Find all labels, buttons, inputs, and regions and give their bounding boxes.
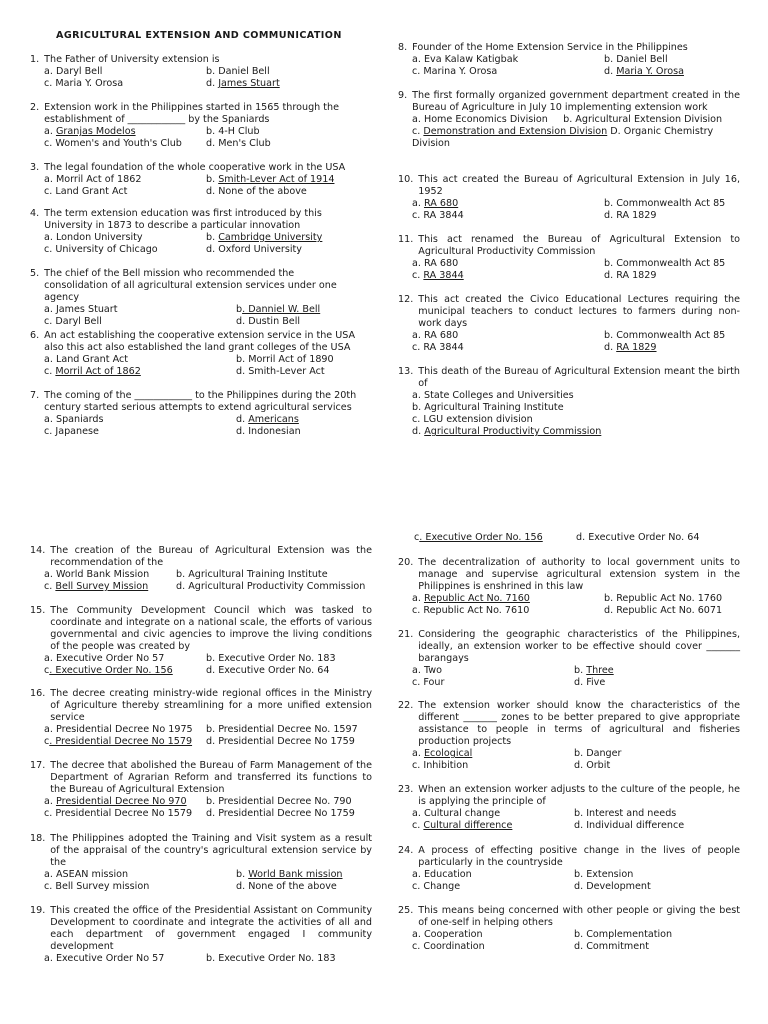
option-a: a. Executive Order No 57 [44,653,165,664]
question-2: 2. Extension work in the Philippines started in 1565 through the establishment of ____________ by the Spaniards a. Granjas Modelos b. 4-H Club c. Women's and Youth's Club d. Men's Club [30,102,360,150]
question-stem: The decree that abolished the Bureau of Farm Management of the Department of Agrarian Reform and transferred its functions to the Bureau of Agricultural Extension [50,760,372,795]
question-20: 20. The decentralization of authority to local government units to manage and supervise agricultural extension system in the Philippines is enshrined in this law a. Republic Act No. 7160 b. Republic Act No. 1760 c. Republic Act No. 7610 d. Republic Act No. 6071 [398,557,740,616]
option-d: d. RA 1829 [604,342,657,353]
option-a: a. Spaniards [44,414,104,425]
question-16: 16. The decree creating ministry-wide regional offices in the Ministry of Agriculture thereby streamlining for a more unified extension service a. Presidential Decree No 1975 b. Presidential Decree No. 1597 c. Presidential Decree No 1579 d. Presidential Decree No 1759 [30,688,372,747]
question-stem: The extension worker should know the characteristics of the different _______ zones to be better prepared to give appropriate assistance to people in terms of agricultural and fisheries production projects [418,700,740,747]
option-b: b. Daniel Bell [206,66,270,77]
question-stem: The decree creating ministry-wide regional offices in the Ministry of Agriculture thereby streamlining for a more unified extension service [50,688,372,723]
answer-underlined: Granjas Modelos [55,126,136,137]
question-stem: The decentralization of authority to local government units to manage and supervise agricultural extension system in the Philippines is enshrined in this law [418,557,740,592]
answer-underlined: . Presidential Decree No 1579 [49,736,193,747]
option-c: c. Marina Y. Orosa [412,66,498,77]
question-1: 1. The Father of University extension is a. Daryl Bell b. Daniel Bell c. Maria Y. Orosa d. James Stuart [30,54,360,90]
option-c: c. University of Chicago [44,244,158,255]
question-stem: The legal foundation of the whole cooperative work in the USA [44,162,346,173]
option-a: a. Two [412,665,442,676]
option-d: d. Men's Club [206,138,271,149]
option-a: a. Morril Act of 1862 [44,174,142,185]
question-11: 11. This act renamed the Bureau of Agricultural Extension to Agricultural Productivity Commission a. RA 680 b. Commonwealth Act 85 c. RA 3844 d. RA 1829 [398,234,740,281]
answer-underlined: Smith-Lever Act of 1914 [218,174,335,185]
question-15: 15. The Community Development Council which was tasked to coordinate and integrate on a national scale, the efforts of various governmental and civic agencies to improve the living conditions of the people was created by a. Executive Order No 57 b. Executive Order No. 183 c. Executive Order No. 156 d. Executive Order No. 64 [30,605,372,676]
option-d: d. Oxford University [206,244,302,255]
option-b: b. Executive Order No. 183 [206,953,336,964]
option-b: b. Complementation [574,929,673,940]
answer-underlined: Demonstration and Extension Division [423,126,608,137]
option-a: a. Cultural change [412,808,501,819]
question-stem: Considering the geographic characteristics of the Philippines, ideally, an extension worker to be effective should cover _______ barangays [418,629,740,664]
answer-underlined: Morril Act of 1862 [55,366,141,377]
option-d: d. RA 1829 [604,270,657,281]
option-c: c. Four [412,677,445,688]
option-a: a. Granjas Modelos [44,126,136,137]
question-10: 10. This act created the Bureau of Agricultural Extension in July 16, 1952 a. RA 680 b. Commonwealth Act 85 c. RA 3844 d. RA 1829 [398,174,740,221]
option-b: b. Republic Act No. 1760 [604,593,723,604]
option-b: b. Presidential Decree No. 790 [206,796,352,807]
answer-underlined: Maria Y. Orosa [616,66,684,77]
option-d: d. Individual difference [574,820,685,831]
option-b: b. Daniel Bell [604,54,668,65]
answer-underlined: RA 3844 [423,270,464,281]
question-stem: This act created the Civico Educational Lectures requiring the municipal teachers to conduct lectures to farmers during non-work days [418,294,740,329]
option-b: b. Interest and needs [574,808,677,819]
question-stem: The creation of the Bureau of Agricultural Extension was the recommendation of the [50,545,372,568]
question-stem: This created the office of the Presidential Assistant on Community Development to coordinate and integrate the activities of all and each department of government engaged I community development [50,905,372,952]
option-c: c. Land Grant Act [44,186,128,197]
option-d: d. Agricultural Productivity Commission [176,581,366,592]
option-b: d. Americans [236,414,299,425]
option-c: c. RA 3844 [412,270,464,281]
option-d: d. Smith-Lever Act [236,366,325,377]
option-a: a. RA 680 [412,198,459,209]
option-a: a. ASEAN mission [44,869,129,880]
option-c: c. Bell Survey Mission [44,581,149,592]
option-d: d. Maria Y. Orosa [604,66,684,77]
option-a: a. Education [412,869,472,880]
question-21: 21. Considering the geographic characteristics of the Philippines, ideally, an extension worker to be effective should cover _______ barangays a. Two b. Three c. Four d. Five [398,629,740,688]
question-25: 25. This means being concerned with other people or giving the best of one-self in helping others a. Cooperation b. Complementation c. Coordination d. Commitment [398,905,740,952]
option-b: b. Cambridge University [206,232,323,243]
option-a: a. Presidential Decree No 970 [44,796,187,807]
answer-underlined: Cultural difference [423,820,513,831]
answer-underlined: . Executive Order No. 156 [419,532,543,543]
option-b: b. Extension [574,869,634,880]
question-24: 24. A process of effecting positive change in the lives of people particularly in the countryside a. Education b. Extension c. Change d. Development [398,845,740,892]
question-stem: Extension work in the Philippines started in 1565 through the establishment of ____________ by the Spaniards [44,102,340,125]
option-b: b. Commonwealth Act 85 [604,330,726,341]
option-d: d. Agricultural Productivity Commission [412,426,602,437]
option-d: d. Development [574,881,651,892]
option-d: d. Executive Order No. 64 [206,665,330,676]
document-title: AGRICULTURAL EXTENSION AND COMMUNICATION [56,30,342,41]
option-c: c. LGU extension division [412,414,533,425]
question-stem: This death of the Bureau of Agricultural Extension meant the birth of [418,366,740,389]
option-d: d. RA 1829 [604,210,657,221]
option-d: d. Presidential Decree No 1759 [206,736,355,747]
option-d: d. Commitment [574,941,649,952]
option-b: b. Agricultural Training Institute [176,569,328,580]
option-c: c. Daryl Bell [44,316,102,327]
option-c: c. Presidential Decree No 1579 [44,736,193,747]
question-stem: Founder of the Home Extension Service in the Philippines [412,42,688,53]
question-19: 19. This created the office of the Presidential Assistant on Community Development to coordinate and integrate the activities of all and each department of government engaged I community development a. Executive Order No 57 b. Executive Order No. 183 [30,905,372,964]
option-a: a. Ecological [412,748,473,759]
option-d: d. Orbit [574,760,611,771]
question-stem: The Community Development Council which was tasked to coordinate and integrate on a national scale, the efforts of various governmental and civic agencies to improve the living conditions of the people was created by [50,605,372,652]
option-a: a. World Bank Mission [44,569,150,580]
option-d: d. James Stuart [206,78,280,89]
option-a: a. Land Grant Act [44,354,129,365]
question-18: 18. The Philippines adopted the Training and Visit system as a result of the appraisal of the country's agricultural extension service by the a. ASEAN mission b. World Bank mission c. Bell Survey mission d. None of the above [30,833,372,892]
answer-underlined: RA 680 [423,198,459,209]
answer-underlined: Americans [248,414,299,425]
option-c: c. Bell Survey mission [44,881,150,892]
option-d: d. Republic Act No. 6071 [604,605,723,616]
question-7: 7. The coming of the ____________ to the Philippines during the 20th century started serious attempts to extend agricultural services a. Spaniards d. Americans c. Japanese d. Indonesian [30,390,360,438]
answer-underlined: Three [586,665,614,676]
option-c: c. Presidential Decree No 1579 [44,808,193,819]
option-a: a. Executive Order No 57 [44,953,165,964]
option-b: b. Executive Order No. 183 [206,653,336,664]
answer-underlined: Republic Act No. 7160 [423,593,530,604]
option-a: a. London University [44,232,143,243]
option-b: b. Danniel W. Bell [236,304,321,315]
question-4: 4. The term extension education was first introduced by this University in 1873 to describe a particular innovation a. London University b. Cambridge University c. University of Chicago d. Oxford University [30,208,360,256]
option-c: c. Coordination [412,941,485,952]
option-b: b. Danger [574,748,622,759]
answer-underlined: . Danniel W. Bell [242,304,321,315]
question-stem: An act establishing the cooperative extension service in the USA also this act also established the land grant colleges of the USA [44,330,356,353]
option-a: a. RA 680 [412,258,459,269]
question-stem: A process of effecting positive change in the lives of people particularly in the countryside [418,845,740,868]
option-b: b. Smith-Lever Act of 1914 [206,174,335,185]
option-b: b. 4-H Club [206,126,260,137]
option-a: a. Presidential Decree No 1975 [44,724,193,735]
question-stem: The Father of University extension is [44,54,220,65]
question-stem: The term extension education was first introduced by this University in 1873 to describe a particular innovation [44,208,322,231]
option-d: d. Presidential Decree No 1759 [206,808,355,819]
option-a: a. Eva Kalaw Katigbak [412,54,519,65]
question-stem: This means being concerned with other people or giving the best of one-self in helping others [418,905,740,928]
question-stem: This act created the Bureau of Agricultural Extension in July 16, 1952 [418,174,740,197]
option-c: c. Executive Order No. 156 [414,532,543,543]
question-22: 22. The extension worker should know the characteristics of the different _______ zones to be better prepared to give appropriate assistance to people in terms of agricultural and fisheries production projects a. Ecological b. Danger c. Inhibition d. Orbit [398,700,740,771]
option-d: d. None of the above [236,881,337,892]
question-stem: This act renamed the Bureau of Agricultural Extension to Agricultural Productivity Commission [418,234,740,257]
option-b: b. World Bank mission [236,869,343,880]
answer-underlined: Agricultural Productivity Commission [424,426,602,437]
option-c: c. Executive Order No. 156 [44,665,173,676]
option-d: d. Indonesian [236,426,301,437]
option-c: c. Morril Act of 1862 [44,366,141,377]
question-19-continued [414,532,740,544]
option-d: d. Executive Order No. 64 [576,532,700,543]
option-a: a. Cooperation [412,929,483,940]
question-23: 23. When an extension worker adjusts to the culture of the people, he is applying the principle of a. Cultural change b. Interest and needs c. Cultural difference d. Individual difference [398,784,740,831]
question-9: 9. The first formally organized government department created in the Bureau of Agriculture in July 10 implementing extension work a. Home Economics Division b. Agricultural Extension Division c. Demonstration and Extension Division D. Organic Chemistry Division [398,90,740,149]
answer-underlined: RA 1829 [616,342,657,353]
option-d: d. Five [574,677,606,688]
question-12: 12. This act created the Civico Educational Lectures requiring the municipal teachers to conduct lectures to farmers during non-work days a. RA 680 b. Commonwealth Act 85 c. RA 3844 d. RA 1829 [398,294,740,353]
option-c: c. Women's and Youth's Club [44,138,182,149]
option-a: a. State Colleges and Universities [412,390,574,401]
question-17: 17. The decree that abolished the Bureau of Farm Management of the Department of Agrarian Reform and transferred its functions to the Bureau of Agricultural Extension a. Presidential Decree No 970 b. Presidential Decree No. 790 c. Presidential Decree No 1579 d. Presidential Decree No 1759 [30,760,372,819]
question-stem: The Philippines adopted the Training and Visit system as a result of the appraisal of the country's agricultural extension service by the [50,833,372,868]
question-13: 13. This death of the Bureau of Agricultural Extension meant the birth of a. State Colleges and Universities b. Agricultural Training Institute c. LGU extension division d. Agricultural Productivity Commission [398,366,740,437]
answer-underlined: Cambridge University [218,232,323,243]
question-stem: The coming of the ____________ to the Philippines during the 20th century started serious attempts to extend agricultural services [44,390,357,413]
option-row-cd: c. Demonstration and Extension Division D. Organic Chemistry Division [412,126,714,149]
answer-underlined: Ecological [423,748,473,759]
option-row-ab: a. Home Economics Division b. Agricultural Extension Division [412,114,723,125]
option-c: c. RA 3844 [412,342,464,353]
question-14: 14. The creation of the Bureau of Agricultural Extension was the recommendation of the a. World Bank Mission b. Agricultural Training Institute c. Bell Survey Mission d. Agricultural Productivity Commission [30,545,372,592]
answer-underlined: Presidential Decree No 970 [55,796,187,807]
answer-underlined: World Bank mission [248,869,343,880]
question-6: 6. An act establishing the cooperative extension service in the USA also this act also established the land grant colleges of the USA a. Land Grant Act b. Morril Act of 1890 c. Morril Act of 1862 d. Smith-Lever Act [30,330,360,378]
option-c: c. Japanese [44,426,99,437]
question-stem: The chief of the Bell mission who recommended the consolidation of all agricultural extension services under one agency [44,268,337,303]
answer-underlined: James Stuart [218,78,280,89]
question-stem: The first formally organized government department created in the Bureau of Agriculture in July 10 implementing extension work [412,90,740,113]
answer-underlined: . Executive Order No. 156 [49,665,173,676]
option-d: d. Dustin Bell [236,316,301,327]
option-a: a. Daryl Bell [44,66,103,77]
option-c: c. Republic Act No. 7610 [412,605,530,616]
option-c: c. Change [412,881,461,892]
option-c: c. Cultural difference [412,820,513,831]
question-stem: When an extension worker adjusts to the culture of the people, he is applying the principle of [418,784,740,807]
option-b: b. Agricultural Training Institute [412,402,564,413]
option-d: d. None of the above [206,186,307,197]
option-c: c. Maria Y. Orosa [44,78,124,89]
option-b: b. Commonwealth Act 85 [604,258,726,269]
option-a: a. RA 680 [412,330,459,341]
question-5: 5. The chief of the Bell mission who recommended the consolidation of all agricultural extension services under one agency a. James Stuart b. Danniel W. Bell c. Daryl Bell d. Dustin Bell [30,268,360,328]
option-c: c. RA 3844 [412,210,464,221]
option-b: b. Commonwealth Act 85 [604,198,726,209]
question-3: 3. The legal foundation of the whole cooperative work in the USA a. Morril Act of 1862 b. Smith-Lever Act of 1914 c. Land Grant Act d. None of the above [30,162,360,198]
answer-underlined: Bell Survey Mission [55,581,149,592]
option-b: b. Presidential Decree No. 1597 [206,724,358,735]
option-b: b. Morril Act of 1890 [236,354,334,365]
option-a: a. Republic Act No. 7160 [412,593,530,604]
question-8: 8. Founder of the Home Extension Service in the Philippines a. Eva Kalaw Katigbak b. Daniel Bell c. Marina Y. Orosa d. Maria Y. Orosa [398,42,740,78]
option-c: c. Inhibition [412,760,469,771]
option-a: a. James Stuart [44,304,118,315]
option-b: b. Three [574,665,614,676]
